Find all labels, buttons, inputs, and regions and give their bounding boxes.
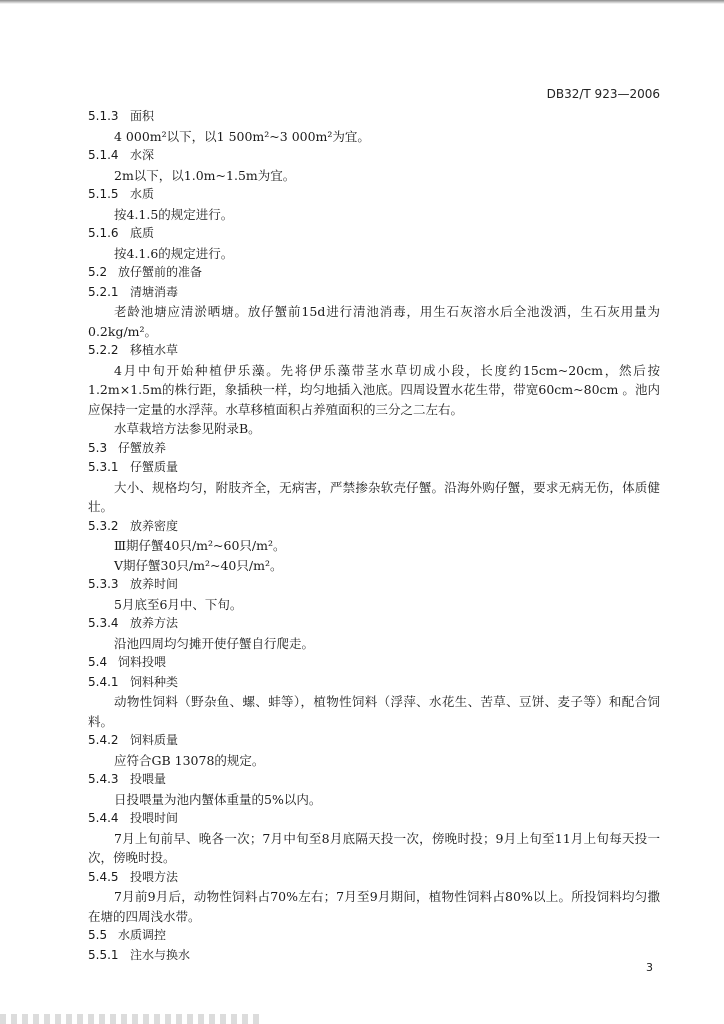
- subsection-heading: [88, 770, 660, 790]
- heading-title: 清塘消毒: [130, 284, 179, 299]
- heading-title: 底质: [130, 226, 155, 240]
- heading-number: 5.4: [88, 655, 108, 669]
- paragraph: Ⅲ期仔蟹40只/m²~60只/m²。: [114, 538, 286, 553]
- heading-number: 5.4.1: [88, 674, 119, 689]
- subsection-heading: [88, 575, 660, 595]
- paragraph: 沿池四周均匀摊开使仔蟹自行爬走。: [114, 635, 315, 651]
- paragraph: 按4.1.6的规定进行。: [114, 245, 234, 261]
- heading-number: 5.1.4: [88, 148, 119, 162]
- paragraph: 5月底至6月中、下旬。: [114, 596, 243, 612]
- heading-number: 5.2.1: [88, 284, 119, 299]
- heading-number: 5.5.1: [88, 947, 119, 962]
- heading-title: 投喂量: [130, 772, 167, 786]
- subsection-heading: [88, 673, 660, 693]
- heading-title: 饲料投喂: [118, 655, 167, 669]
- heading-title: 投喂方法: [130, 869, 179, 884]
- heading-title: 饲料种类: [130, 674, 179, 689]
- heading-title: 水质调控: [118, 928, 167, 942]
- section-heading: [88, 926, 660, 946]
- heading-number: 5.2.2: [88, 343, 119, 357]
- subsection-heading: [88, 946, 660, 966]
- document-code: DB32/T 923—2006: [546, 87, 660, 101]
- paragraph: 应符合GB 13078的规定。: [114, 752, 265, 768]
- paragraph: 7月上旬前早、晚各一次；7月中旬至8月底隔天投一次，傍晚时投；9月上旬至11月上旬每天投一次，傍晚时投。: [88, 830, 660, 865]
- heading-title: 投喂时间: [130, 811, 179, 825]
- heading-number: 5.4.3: [88, 772, 119, 786]
- page-number: 3: [646, 961, 653, 974]
- heading-number: 5.4.2: [88, 733, 119, 747]
- document-body: [88, 107, 660, 965]
- heading-number: 5.3.1: [88, 460, 119, 474]
- heading-number: 5.2: [88, 265, 108, 279]
- paragraph: 日投喂量为池内蟹体重量的5%以内。: [114, 791, 322, 807]
- heading-title: 仔蟹放养: [118, 440, 167, 455]
- subsection-heading: [88, 731, 660, 751]
- heading-number: 5.3.3: [88, 577, 119, 591]
- heading-number: 5.3.2: [88, 518, 119, 533]
- subsection-heading: [88, 868, 660, 888]
- heading-number: 5.4.4: [88, 811, 119, 825]
- heading-title: 放养方法: [130, 616, 179, 630]
- heading-number: 5.1.3: [88, 109, 119, 123]
- subsection-heading: [88, 614, 660, 634]
- subsection-heading: [88, 283, 660, 303]
- subsection-heading: [88, 185, 660, 205]
- paragraph: 4月中旬开始种植伊乐藻。先将伊乐藻带茎水草切成小段，长度约15cm~20cm，然后按1.2m×1.5m的株行距，象插秧一样，均匀地插入池底。四周设置水花生带，带宽60cm~80cm 。池内应保持一定量的水浮萍。水草移植面积占养殖面积的三分之二左右。: [88, 362, 660, 417]
- heading-title: 放养密度: [130, 518, 179, 533]
- heading-title: 仔蟹质量: [130, 460, 179, 474]
- section-heading: [88, 263, 660, 283]
- scan-top-edge: [0, 0, 724, 4]
- section-heading: [88, 653, 660, 673]
- heading-title: 水深: [130, 148, 155, 162]
- paragraph: 按4.1.5的规定进行。: [114, 206, 234, 222]
- heading-number: 5.5: [88, 928, 108, 942]
- paragraph: Ⅴ期仔蟹30只/m²~40只/m²。: [114, 557, 283, 573]
- heading-title: 水质: [130, 187, 155, 201]
- heading-number: 5.3: [88, 440, 108, 455]
- subsection-heading: [88, 458, 660, 478]
- subsection-heading: [88, 517, 660, 537]
- heading-number: 5.1.5: [88, 187, 119, 201]
- paragraph: 水草栽培方法参见附录B。: [114, 421, 261, 436]
- paragraph: 动物性饲料（野杂鱼、螺、蚌等），植物性饲料（浮萍、水花生、苦草、豆饼、麦子等）和配合饲料。: [88, 694, 660, 729]
- subsection-heading: [88, 809, 660, 829]
- section-heading: [88, 439, 660, 459]
- heading-title: 注水与换水: [130, 947, 191, 962]
- paragraph: 大小、规格均匀，附肢齐全，无病害，严禁掺杂软壳仔蟹。沿海外购仔蟹，要求无病无伤，体质健壮。: [88, 479, 660, 514]
- subsection-heading: [88, 146, 660, 166]
- scan-bottom-artifact: [0, 1014, 260, 1024]
- heading-number: 5.1.6: [88, 226, 119, 240]
- subsection-heading: [88, 224, 660, 244]
- heading-number: 5.3.4: [88, 616, 119, 630]
- subsection-heading: [88, 107, 660, 127]
- paragraph: 4 000m²以下，以1 500m²~3 000m²为宜。: [114, 128, 370, 144]
- heading-title: 放仔蟹前的准备: [118, 265, 203, 279]
- paragraph: 2m以下，以1.0m~1.5m为宜。: [114, 167, 296, 183]
- subsection-heading: [88, 341, 660, 361]
- heading-title: 移植水草: [130, 343, 179, 357]
- heading-title: 面积: [130, 109, 155, 123]
- heading-title: 饲料质量: [130, 733, 179, 747]
- paragraph: 7月前9月后，动物性饲料占70%左右；7月至9月期间，植物性饲料占80%以上。所投饲料均匀撒在塘的四周浅水带。: [88, 889, 660, 924]
- heading-title: 放养时间: [130, 577, 179, 591]
- paragraph: 老龄池塘应清淤晒塘。放仔蟹前15d进行清池消毒，用生石灰溶水后全池泼洒，生石灰用量为0.2kg/m²。: [88, 304, 660, 339]
- heading-number: 5.4.5: [88, 869, 119, 884]
